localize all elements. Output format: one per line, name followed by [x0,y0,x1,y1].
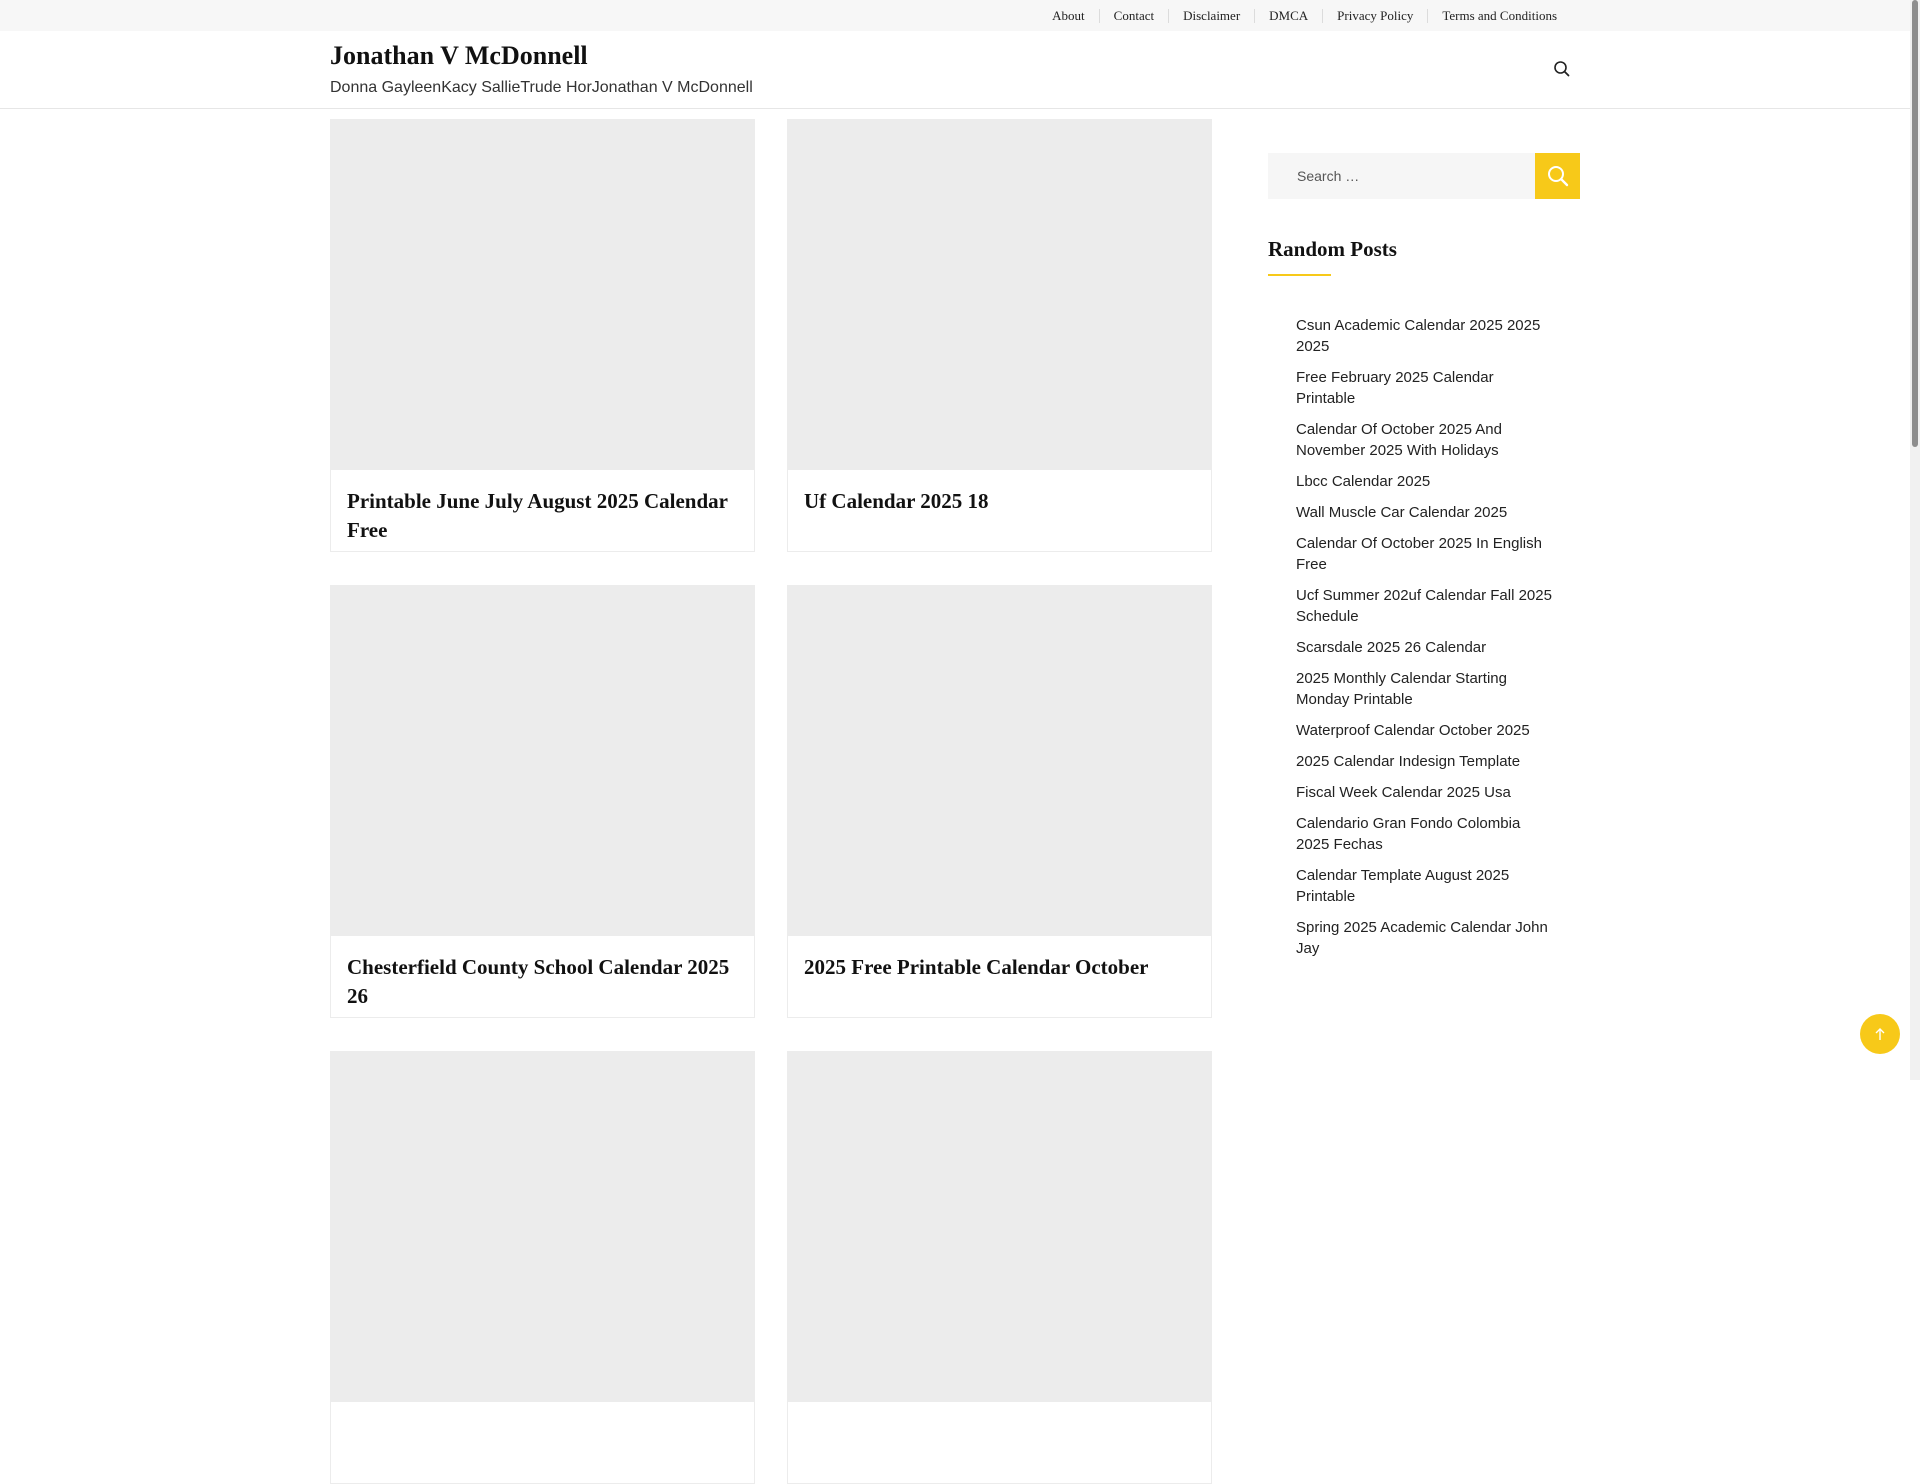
nav-link-privacy-policy[interactable]: Privacy Policy [1322,9,1427,23]
nav-link-about[interactable]: About [1052,7,1085,23]
random-post-link[interactable]: 2025 Calendar Indesign Template [1296,753,1521,770]
list-item [1296,637,1552,658]
arrow-up-icon [1872,1026,1888,1042]
list-item [1296,367,1552,409]
list-item [1296,668,1552,710]
page-scrollbar[interactable] [1910,0,1920,1080]
post-card[interactable] [787,1051,1212,1484]
post-thumbnail[interactable] [788,1052,1211,1402]
list-item [1296,813,1552,855]
list-item [1296,502,1552,523]
random-post-link[interactable]: Calendario Gran Fondo Colombia 2025 Fechas [1296,815,1521,853]
post-thumbnail[interactable] [331,120,754,470]
list-item [1296,533,1552,575]
random-post-link[interactable]: Spring 2025 Academic Calendar John Jay [1296,919,1548,957]
search-button[interactable] [1535,153,1580,199]
nav-link-terms[interactable]: Terms and Conditions [1427,9,1571,23]
widget-title: Random Posts [1268,237,1397,261]
list-item [1296,720,1552,741]
back-to-top-button[interactable] [1860,1014,1900,1054]
sidebar [1268,153,1580,969]
random-post-link[interactable]: Ucf Summer 202uf Calendar Fall 2025 Schedule [1296,587,1552,625]
random-post-link[interactable]: Free February 2025 Calendar Printable [1296,369,1494,407]
site-title[interactable]: Jonathan V McDonnell [330,41,588,70]
post-thumbnail[interactable] [788,120,1211,470]
site-header [0,31,1910,109]
post-card[interactable] [330,585,755,1018]
random-post-link[interactable]: Lbcc Calendar 2025 [1296,473,1431,490]
list-item [1296,315,1552,357]
post-title[interactable]: 2025 Free Printable Calendar October [804,955,1149,979]
nav-link-contact[interactable]: Contact [1099,9,1168,23]
list-item [1296,865,1552,907]
post-card[interactable] [787,585,1212,1018]
list-item [1296,751,1552,772]
post-thumbnail[interactable] [331,586,754,936]
sidebar-search-form [1268,153,1580,199]
post-thumbnail[interactable] [331,1052,754,1402]
top-bar [0,0,1910,32]
post-title[interactable]: Printable June July August 2025 Calendar Free [347,489,728,542]
widget-title-underline [1268,274,1331,276]
random-post-link[interactable]: Scarsdale 2025 26 Calendar [1296,639,1487,656]
random-posts-list [1268,315,1552,959]
list-item [1296,419,1552,461]
post-card[interactable] [330,1051,755,1484]
search-input[interactable] [1268,153,1535,199]
random-post-link[interactable]: Wall Muscle Car Calendar 2025 [1296,504,1508,521]
search-icon [1546,164,1570,188]
post-title[interactable]: Uf Calendar 2025 18 [804,489,989,513]
list-item [1296,782,1552,803]
site-description: Donna GayleenKacy SallieTrude HorJonathan V McDonnell [330,79,753,96]
list-item [1296,585,1552,627]
scrollbar-thumb[interactable] [1912,0,1918,447]
post-thumbnail[interactable] [788,586,1211,936]
nav-link-disclaimer[interactable]: Disclaimer [1168,9,1254,23]
nav-link-dmca[interactable]: DMCA [1254,9,1322,23]
search-icon[interactable] [1552,59,1572,79]
list-item [1296,917,1552,959]
random-post-link[interactable]: Csun Academic Calendar 2025 2025 2025 [1296,317,1541,355]
random-post-link[interactable]: Waterproof Calendar October 2025 [1296,722,1530,739]
random-post-link[interactable]: Calendar Of October 2025 In English Free [1296,535,1542,573]
post-title[interactable]: Chesterfield County School Calendar 2025 26 [347,955,730,1008]
post-card[interactable] [330,119,755,552]
random-post-link[interactable]: 2025 Monthly Calendar Starting Monday Printable [1296,670,1507,708]
random-post-link[interactable]: Calendar Template August 2025 Printable [1296,867,1510,905]
random-post-link[interactable]: Fiscal Week Calendar 2025 Usa [1296,784,1511,801]
post-card[interactable] [787,119,1212,552]
top-navigation [1038,0,1571,31]
random-post-link[interactable]: Calendar Of October 2025 And November 2025 With Holidays [1296,421,1502,459]
list-item [1296,471,1552,492]
